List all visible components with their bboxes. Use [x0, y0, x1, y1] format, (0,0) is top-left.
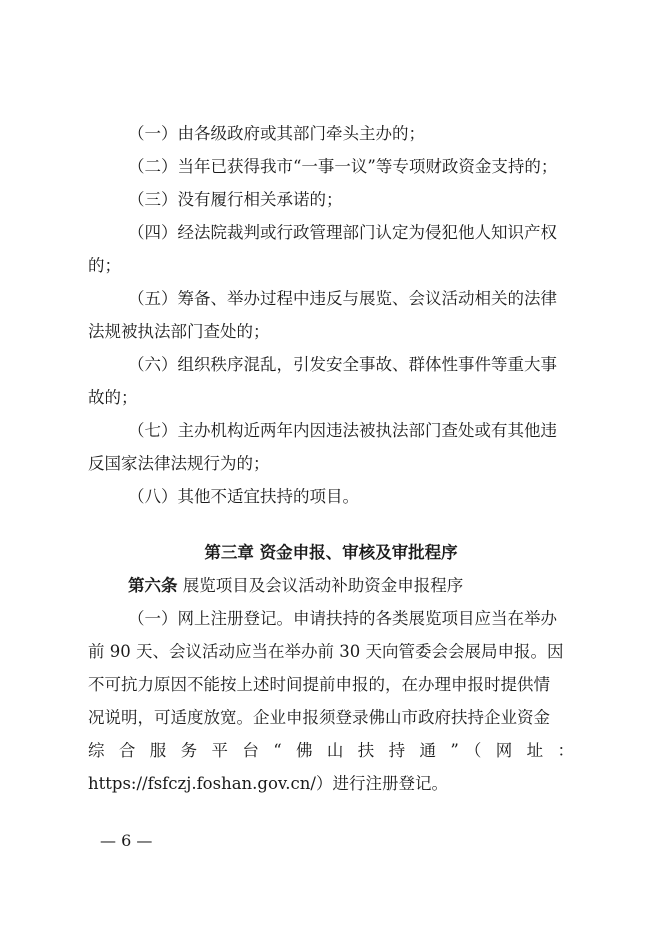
article-6-para-line-2: 前 90 天、会议活动应当在举办前 30 天向管委会会展局申报。因 [88, 642, 564, 661]
list-item-7-cont: 反国家法律法规行为的； [88, 454, 270, 473]
list-item-2: （二）当年已获得我市“一事一议”等专项财政资金支持的； [128, 157, 558, 176]
article-6-para-line-5: 综合服务平台“佛山扶持通”（网址： [88, 741, 574, 760]
list-item-5: （五）筹备、举办过程中违反与展览、会议活动相关的法律 [128, 289, 557, 308]
chapter-heading: 第三章 资金申报、审核及审批程序 [204, 543, 458, 562]
list-item-1: （一）由各级政府或其部门牵头主办的； [128, 124, 425, 143]
article-6-para-line-1: （一）网上注册登记。申请扶持的各类展览项目应当在举办 [128, 609, 557, 628]
article-6-para-line-3: 不可抗力原因不能按上述时间提前申报的，在办理申报时提供情 [88, 675, 550, 694]
list-item-7: （七）主办机构近两年内因违法被执法部门查处或有其他违 [128, 421, 557, 440]
list-item-6-cont: 故的； [88, 388, 138, 407]
article-6-para-line-4: 况说明，可适度放宽。企业申报须登录佛山市政府扶持企业资金 [88, 708, 550, 727]
article-title: 展览项目及会议活动补助资金申报程序 [182, 576, 464, 595]
list-item-8: （八）其他不适宜扶持的项目。 [128, 487, 359, 506]
article-6-para-line-6: https://fsfczj.foshan.gov.cn/）进行注册登记。 [88, 774, 448, 793]
list-item-4-cont: 的； [88, 256, 121, 275]
page-number: — 6 — [100, 831, 153, 850]
list-item-6: （六）组织秩序混乱，引发安全事故、群体性事件等重大事 [128, 355, 557, 374]
list-item-5-cont: 法规被执法部门查处的； [88, 322, 270, 341]
list-item-3: （三）没有履行相关承诺的； [128, 190, 343, 209]
article-6-heading [128, 575, 463, 597]
article-label: 第六条 [128, 576, 178, 595]
list-item-4: （四）经法院裁判或行政管理部门认定为侵犯他人知识产权 [128, 223, 557, 242]
